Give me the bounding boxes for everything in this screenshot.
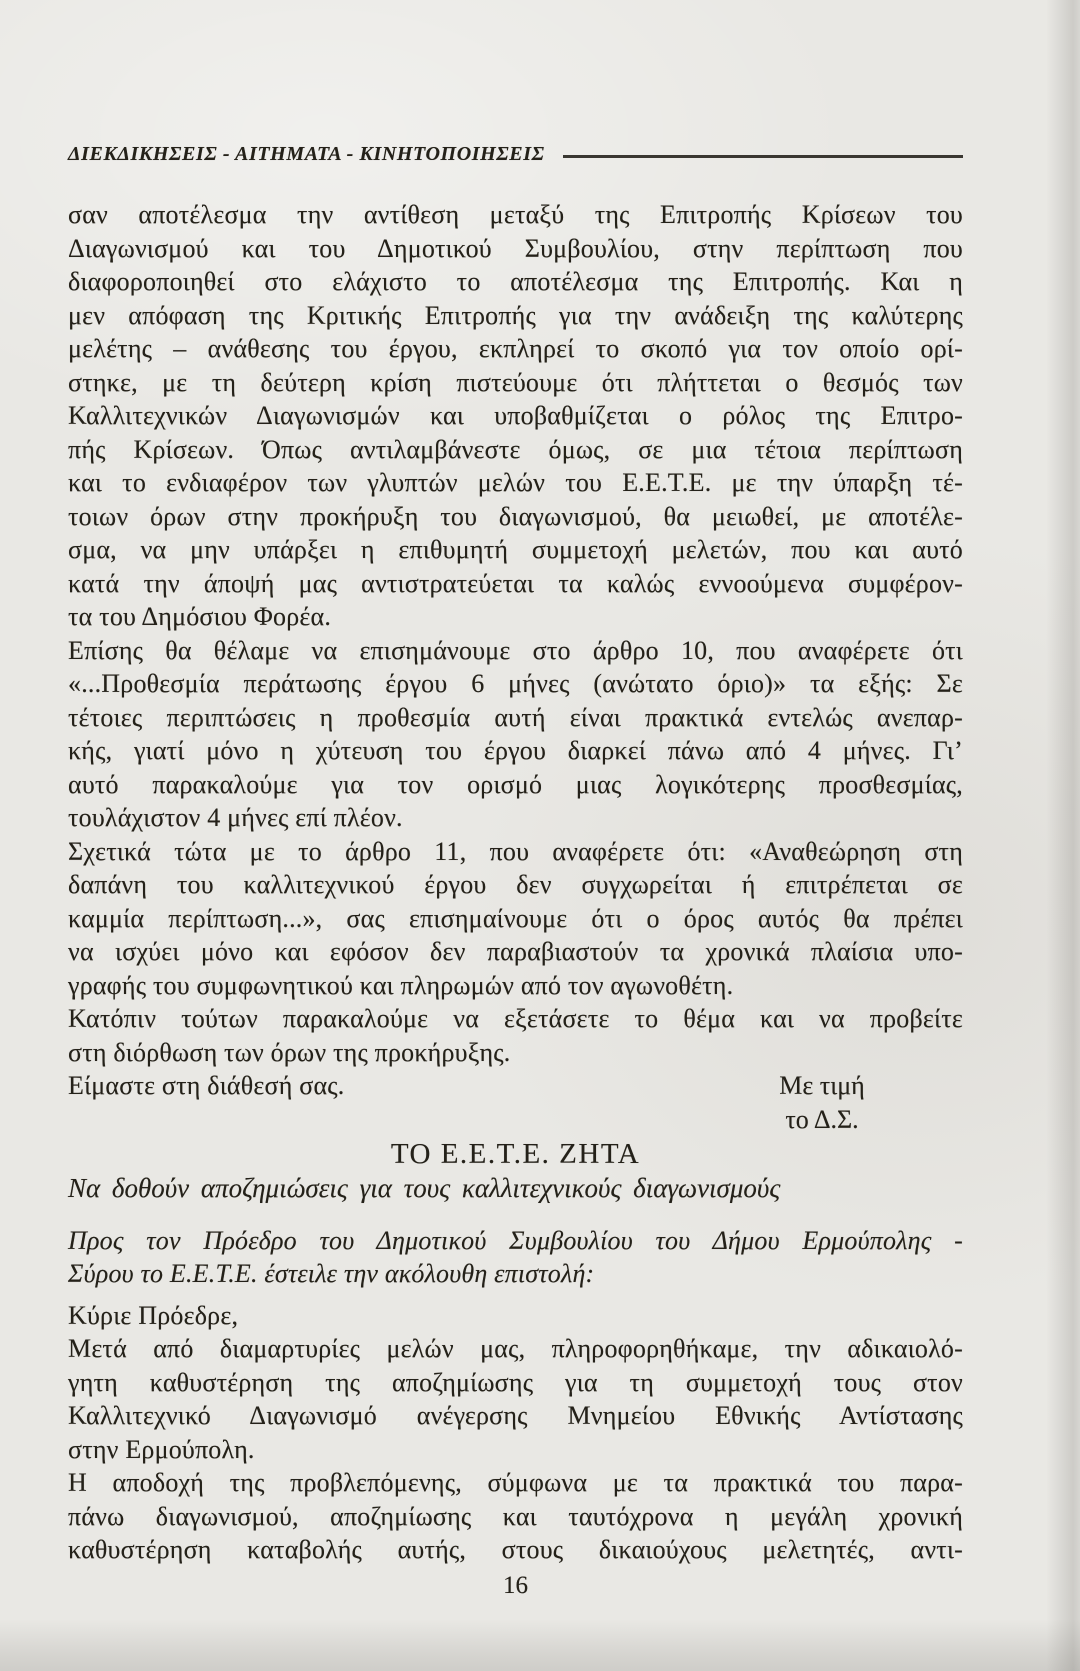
letter-response-body xyxy=(68,198,963,1103)
text-line: «...Προθεσμία περάτωσης έργου 6 μήνες (ανώτατο όριο)» τα εξής: Σε xyxy=(68,669,963,698)
section-heading: ΤΟ Ε.Ε.Τ.Ε. ΖΗΤΑ xyxy=(390,1138,641,1170)
header-rule xyxy=(563,155,963,158)
paragraph xyxy=(68,1002,963,1069)
text-line: γραφής του συμφωνητικού και πληρωμών από τον αγωνοθέτη. xyxy=(68,970,734,1000)
closing-salutation: Με τιμή xyxy=(779,1071,865,1100)
text-line: καμμία περίπτωση...», σας επισημαίνουμε ότι ο όρος αυτός θα πρέπει xyxy=(68,903,963,933)
text-line: τέτοιες περιπτώσεις η προθεσμία αυτή είναι πρακτικά εντελώς ανεπαρ- xyxy=(68,702,963,732)
text-line: Μετά από διαμαρτυρίες μελών μας, πληροφορηθήκαμε, την αδικαιολό- xyxy=(68,1334,963,1363)
text-line: αυτό παρακαλούμε για τον ορισμό μιας λογικότερης προσθεσμίας, xyxy=(68,769,963,799)
page-content xyxy=(68,142,963,1602)
text-line: στην Ερμούπολη. xyxy=(68,1434,255,1464)
text-line: κής, γιατί μόνο η χύτευση του έργου διαρκεί πάνω από 4 μήνες. Γι’ xyxy=(68,736,963,765)
text-line: δαπάνη του καλλιτεχνικού έργου δεν συγχωρείται ή επιτρέπεται σε xyxy=(68,870,963,899)
text-line: καθυστέρηση καταβολής αυτής, στους δικαιούχους μελετητές, αντι- xyxy=(68,1535,963,1564)
section-subtitle: Να δοθούν αποζημιώσεις για τους καλλιτεχνικούς διαγωνισμούς xyxy=(68,1173,781,1203)
text-line: σαν αποτέλεσμα την αντίθεση μεταξύ της Επιτροπής Κρίσεων του xyxy=(68,200,963,229)
text-line: πάνω διαγωνισμού, αποζημίωσης και ταυτόχρονα η μεγάλη χρονική xyxy=(68,1501,963,1531)
text-line: γητη καθυστέρηση της αποζημίωσης για τη συμμετοχή τους στον xyxy=(68,1367,963,1397)
page-header xyxy=(68,142,963,172)
section-request-body xyxy=(68,1224,963,1567)
text-line: Κατόπιν τούτων παρακαλούμε να εξετάσετε το θέμα και να προβείτε xyxy=(68,1004,963,1033)
running-title: ΔΙΕΚΔΙΚΗΣΕΙΣ - ΑΙΤΗΜΑΤΑ - ΚΙΝΗΤΟΠΟΙΗΣΕΙΣ xyxy=(68,143,545,165)
text-line: διαφοροποιηθεί στο ελάχιστο το αποτέλεσμα της Επιτροπής. Και η xyxy=(68,267,963,296)
text-line: μελέτης – ανάθεσης του έργου, εκπληρεί το σκοπό για τον οποίο ορί- xyxy=(68,334,963,363)
paragraph xyxy=(68,634,963,835)
text-line: Προς τον Πρόεδρο του Δημοτικού Συμβουλίου του Δήμου Ερμούπολης - xyxy=(68,1225,963,1255)
text-line: Κύριε Πρόεδρε, xyxy=(68,1300,239,1330)
text-line: κατά την άποψή μας αντιστρατεύεται τα καλώς εννοούμενα συμφέρον- xyxy=(68,568,963,598)
paragraph xyxy=(68,1466,963,1567)
paragraph xyxy=(68,1224,963,1291)
paragraph xyxy=(68,1332,963,1466)
scan-shadow-right xyxy=(1046,0,1080,1671)
text-line: μεν απόφαση της Κριτικής Επιτροπής για την ανάδειξη της καλύτερης xyxy=(68,300,963,330)
text-line: και το ενδιαφέρον των γλυπτών μελών του Ε.Ε.Τ.Ε. με την ύπαρξη τέ- xyxy=(68,468,963,497)
text-line: Διαγωνισμού και του Δημοτικού Συμβουλίου, στην περίπτωση που xyxy=(68,233,963,263)
closing-block xyxy=(716,1069,928,1136)
closing-signature: το Δ.Σ. xyxy=(785,1104,859,1134)
text-line: να ισχύει μόνο και εφόσον δεν παραβιαστούν τα χρονικά πλαίσια υπο- xyxy=(68,937,963,966)
text-line: τοιων όρων στην προκήρυξη του διαγωνισμού, θα μειωθεί, με αποτέλε- xyxy=(68,501,963,531)
text-line: Η αποδοχή της προβλεπόμενης, σύμφωνα με τα πρακτικά του παρα- xyxy=(68,1468,963,1497)
text-line: Σύρου το Ε.Ε.Τ.Ε. έστειλε την ακόλουθη επιστολή: xyxy=(68,1259,595,1288)
page-number: 16 xyxy=(503,1571,528,1599)
text-line: Είμαστε στη διάθεσή σας. xyxy=(68,1071,345,1100)
text-line: Καλλιτεχνικών Διαγωνισμών και υποβαθμίζεται ο ρόλος της Επιτρο- xyxy=(68,401,963,430)
text-line: σμα, να μην υπάρξει η επιθυμητή συμμετοχή μελετών, που και αυτό xyxy=(68,535,963,564)
text-line: τα του Δημόσιου Φορέα. xyxy=(68,602,332,631)
text-line: στη διόρθωση των όρων της προκήρυξης. xyxy=(68,1037,511,1067)
paragraph xyxy=(68,198,963,634)
text-line: Καλλιτεχνικό Διαγωνισμό ανέγερσης Μνημείου Εθνικής Αντίστασης xyxy=(68,1401,963,1430)
text-line: πής Κρίσεων. Όπως αντιλαμβάνεστε όμως, σε μια τέτοια περίπτωση xyxy=(68,434,963,464)
text-line: Επίσης θα θέλαμε να επισημάνουμε στο άρθρο 10, που αναφέρετε ότι xyxy=(68,635,963,665)
paragraph xyxy=(68,1299,963,1333)
text-line: στηκε, με τη δεύτερη κρίση πιστεύουμε ότι πλήττεται ο θεσμός των xyxy=(68,367,963,397)
text-line: τουλάχιστον 4 μήνες επί πλέον. xyxy=(68,803,403,832)
scan-shadow-bottom xyxy=(0,1619,1080,1671)
paragraph xyxy=(68,835,963,1003)
text-line: Σχετικά τώτα με το άρθρο 11, που αναφέρετε ότι: «Αναθεώρηση στη xyxy=(68,836,963,866)
